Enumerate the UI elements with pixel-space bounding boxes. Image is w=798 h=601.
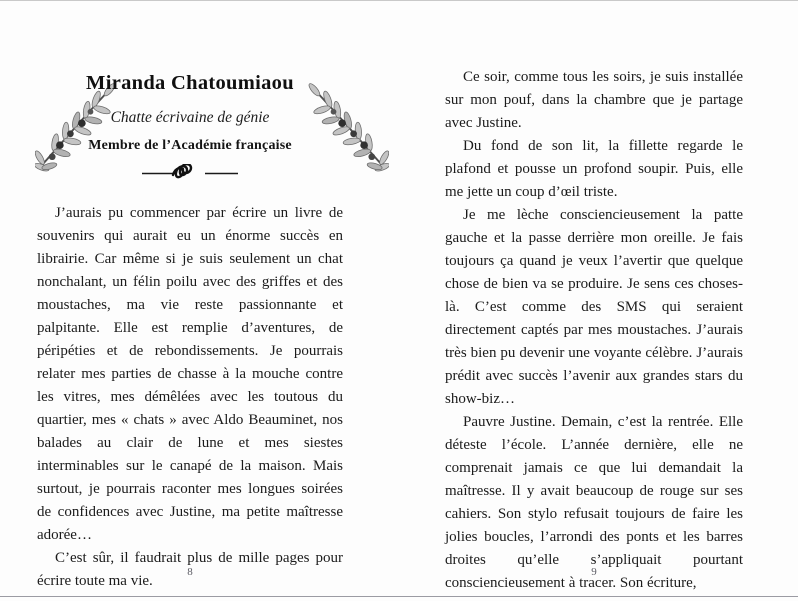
section-divider	[25, 164, 355, 182]
author-title: Miranda Chatoumiaou	[86, 72, 294, 94]
olive-branch-left-icon	[35, 82, 123, 174]
paragraph: Pauvre Justine. Demain, c’est la rentrée. Elle déteste l’école. L’année dernière, elle ne comprenait jamais ce que lui demandait la maîtresse. Il y avait beaucoup de rouge sur ses cahiers. Son stylo refusait toujours de faire les jolies boucles, l’arrondi des ponts et les barres droites qu’elle s’appliquait pourtant consciencieusement à tracer. Son écriture,	[445, 414, 743, 591]
frame-bottom-line	[0, 596, 798, 597]
author-affiliation: Membre de l’Académie française	[88, 138, 292, 153]
right-page	[445, 66, 743, 595]
rope-twist-divider-icon	[142, 164, 238, 182]
paragraph: Ce soir, comme tous les soirs, je suis installée sur mon pouf, dans la chambre que je partage avec Justine.	[445, 69, 743, 131]
left-page	[37, 0, 343, 593]
right-page-text	[445, 66, 743, 595]
paragraph: C’est sûr, il faudrait plus de mille pages pour écrire toute ma vie.	[37, 550, 343, 589]
left-page-text	[37, 202, 343, 593]
author-subtitle: Chatte écrivaine de génie	[110, 109, 270, 126]
page-number-left: 8	[187, 566, 193, 578]
olive-branch-right-icon	[301, 82, 389, 174]
paragraph: Je me lèche consciencieusement la patte gauche et la passe derrière mon oreille. Je fais toujours ça quand je veux l’avertir que quelque chose de bien va se produire. Je sens ces choses-là. C’est comme des SMS qui seraient directement captés par mes moustaches. J’aurais très bien pu devenir une voyante célèbre. J’aurais prédit avec succès l’avenir aux grandes stars du show-biz…	[445, 207, 743, 407]
paragraph: J’aurais pu commencer par écrire un livre de souvenirs qui aurait eu un énorme succès en librairie. Car même si je suis seulement un chat nonchalant, un félin poilu avec des griffes et des moustaches, ma vie reste passionnante et palpitante. Elle est remplie d’aventures, de péripéties et de rebondissements. Je pourrais relater mes parties de chasse à la mouche contre les vitres, mes démêlées avec les toutous du quartier, mes « chats » avec Aldo Beauminet, nos balades au clair de lune et mes siestes interminables sur le canapé de la maison. Mais surtout, je pourrais raconter mes longues soirées de confidences avec Justine, ma petite maîtresse adorée…	[37, 205, 343, 543]
paragraph: Du fond de son lit, la fillette regarde le plafond et pousse un profond soupir. Puis, elle me jette un coup d’œil triste.	[445, 138, 743, 200]
chapter-header	[37, 60, 343, 202]
page-number-right: 9	[591, 566, 597, 578]
